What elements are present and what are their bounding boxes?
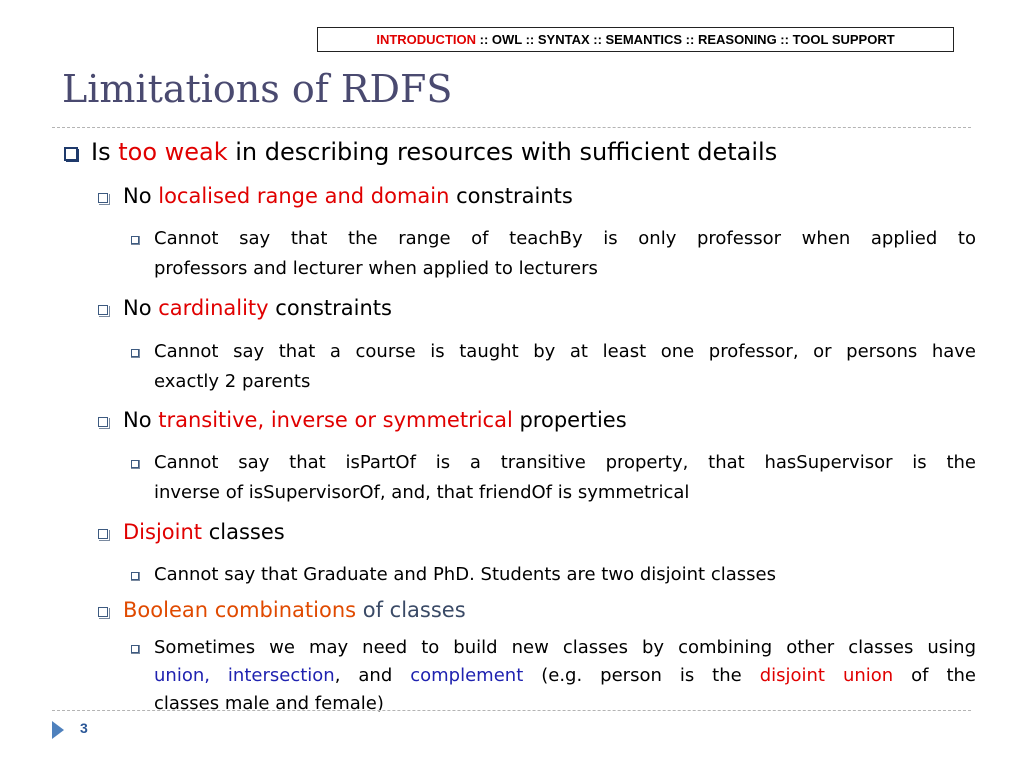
main-point — [91, 138, 777, 166]
square-bullet-icon — [131, 349, 139, 357]
limitation-detail: inverse of isSupervisorOf, and, that friendOf is symmetrical — [154, 482, 690, 503]
page-number: 3 — [80, 720, 88, 736]
limitation-heading-cardinality — [123, 296, 392, 320]
limitation-detail: Sometimes we may need to build new classes by combining other classes using — [154, 637, 976, 658]
main-point-suffix: in describing resources with sufficient details — [227, 138, 778, 166]
heading-highlight: localised range and domain — [158, 184, 450, 208]
heading-suffix: classes — [202, 520, 285, 544]
heading-prefix: No — [123, 184, 159, 208]
detail-text: , and — [334, 665, 411, 686]
detail-text: (e.g. person is the — [523, 665, 760, 686]
square-bullet-icon — [98, 193, 108, 203]
square-bullet-icon — [131, 572, 139, 580]
limitation-detail: Cannot say that isPartOf is a transitive property, that hasSupervisor is the — [154, 452, 976, 473]
limitation-heading-disjoint — [123, 520, 285, 544]
heading-prefix: No — [123, 296, 159, 320]
main-point-highlight: too weak — [118, 138, 228, 166]
limitation-heading-property-types — [123, 408, 627, 432]
square-bullet-icon — [131, 460, 139, 468]
breadcrumb-active-section: INTRODUCTION — [376, 32, 477, 47]
heading-suffix: of classes — [356, 598, 466, 622]
triangle-right-icon — [52, 721, 64, 739]
main-point-prefix: Is — [91, 138, 119, 166]
square-bullet-icon — [64, 147, 78, 161]
limitation-detail-rich — [154, 665, 976, 686]
term-disjoint-union: disjoint union — [759, 665, 894, 686]
limitation-heading-boolean — [123, 598, 466, 622]
heading-prefix: No — [123, 408, 159, 432]
detail-text: of the — [893, 665, 977, 686]
square-bullet-icon — [131, 236, 139, 244]
limitation-detail: Cannot say that a course is taught by at least one professor, or persons have — [154, 341, 976, 362]
term-union-intersection: union, intersection — [154, 665, 335, 686]
limitation-detail: exactly 2 parents — [154, 371, 311, 392]
square-bullet-icon — [98, 417, 108, 427]
breadcrumb-sections: :: OWL :: SYNTAX :: SEMANTICS :: REASONING :: TOOL SUPPORT — [476, 32, 895, 47]
slide-title: Limitations of RDFS — [62, 67, 453, 111]
limitation-heading-localised-constraints — [123, 184, 573, 208]
heading-highlight: cardinality — [158, 296, 269, 320]
footer-divider — [52, 710, 971, 711]
limitation-detail: professors and lecturer when applied to lecturers — [154, 258, 598, 279]
heading-highlight: transitive, inverse or symmetrical — [158, 408, 513, 432]
term-complement: complement — [410, 665, 524, 686]
heading-highlight: Boolean combinations — [123, 598, 357, 622]
heading-suffix: constraints — [268, 296, 392, 320]
square-bullet-icon — [131, 645, 139, 653]
heading-suffix: properties — [512, 408, 627, 432]
square-bullet-icon — [98, 607, 108, 617]
square-bullet-icon — [98, 529, 108, 539]
limitation-detail: classes male and female) — [154, 693, 384, 714]
heading-suffix: constraints — [449, 184, 573, 208]
breadcrumb-nav — [317, 27, 954, 52]
limitation-detail: Cannot say that the range of teachBy is only professor when applied to — [154, 228, 976, 249]
heading-highlight: Disjoint — [123, 520, 203, 544]
limitation-detail: Cannot say that Graduate and PhD. Students are two disjoint classes — [154, 564, 776, 585]
square-bullet-icon — [98, 305, 108, 315]
title-divider — [52, 127, 971, 128]
